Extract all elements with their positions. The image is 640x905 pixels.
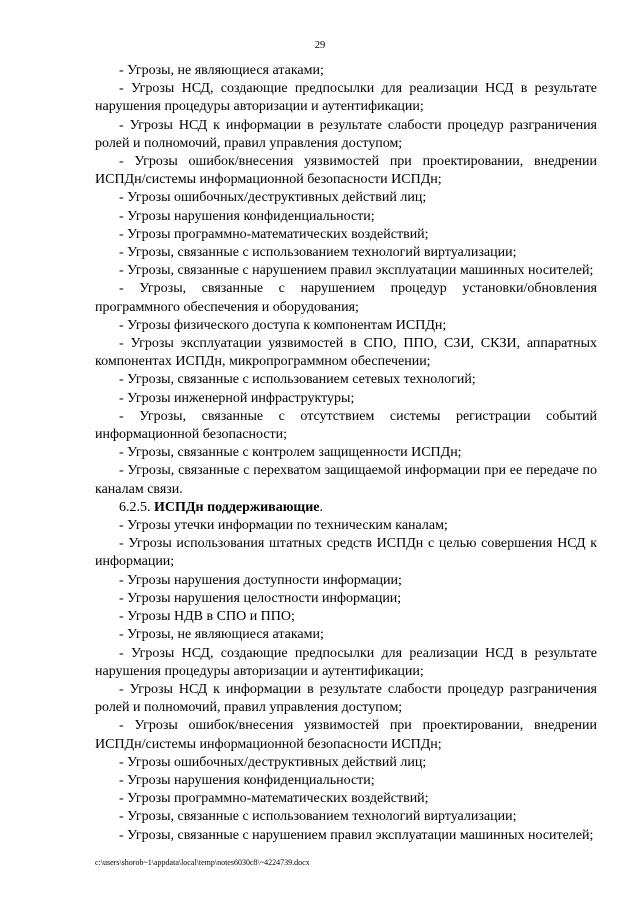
section-suffix: .: [319, 499, 323, 515]
list-item: - Угрозы нарушения целостности информации;: [119, 590, 402, 606]
list-item: - Угрозы использования штатных средств ИСПДн с целью совершения НСД к информации;: [95, 536, 597, 570]
list-item: - Угрозы, связанные с использованием технологий виртуализации;: [119, 809, 517, 825]
list-item: - Угрозы эксплуатации уязвимостей в СПО, ППО, СЗИ, СКЗИ, аппаратных компонентах ИСПДн, микропрограммном обеспечении;: [95, 336, 597, 370]
list-item: - Угрозы нарушения конфиденциальности;: [119, 772, 375, 788]
list-item: - Угрозы программно-математических воздействий;: [119, 791, 429, 807]
section-heading: [95, 499, 597, 517]
list-item: - Угрозы, связанные с нарушением правил эксплуатации машинных носителей;: [119, 827, 594, 843]
list-item: - Угрозы НСД к информации в результате слабости процедур разграничения ролей и полномочий, правил управления доступом;: [95, 681, 597, 716]
list-item: - Угрозы, связанные с нарушением правил эксплуатации машинных носителей;: [119, 263, 594, 279]
list-item: - Угрозы нарушения конфиденциальности;: [119, 208, 375, 224]
list-item: - Угрозы, связанные с нарушением процедур установки/обновления программного обеспечения и оборудования;: [95, 281, 597, 315]
file-path-footer: c:\users\shorob~1\appdata\local\temp\notes6030c8\~4224739.docx: [95, 858, 310, 867]
list-item: - Угрозы ошибок/внесения уязвимостей при проектировании, внедрении ИСПДн/системы информационной безопасности ИСПДн;: [95, 718, 597, 752]
list-item: - Угрозы ошибочных/деструктивных действий лиц;: [119, 754, 427, 770]
section-title: ИСПДн поддерживающие: [154, 499, 320, 515]
list-item: - Угрозы НСД к информации в результате слабости процедур разграничения ролей и полномочий, правил управления доступом;: [95, 117, 597, 151]
list-item: - Угрозы инженерной инфраструктуры;: [119, 390, 355, 406]
threat-list-bottom: [95, 517, 597, 845]
list-item: - Угрозы утечки информации по техническим каналам;: [119, 518, 448, 534]
list-item: - Угрозы программно-математических воздействий;: [119, 226, 429, 242]
list-item: - Угрозы НСД, создающие предпосылки для реализации НСД в результате нарушения процедуры авторизации и аутентификации;: [95, 81, 597, 115]
list-item: - Угрозы НСД, создающие предпосылки для реализации НСД в результате нарушения процедуры авторизации и аутентификации;: [95, 645, 597, 679]
list-item: - Угрозы НДВ в СПО и ППО;: [119, 609, 295, 625]
list-item: - Угрозы, не являющиеся атаками;: [119, 627, 324, 643]
page-number: 29: [314, 40, 326, 51]
list-item: - Угрозы ошибочных/деструктивных действий лиц;: [119, 190, 427, 206]
document-body: [95, 62, 597, 845]
threat-list-top: [95, 62, 597, 499]
list-item: - Угрозы, связанные с использованием технологий виртуализации;: [119, 245, 517, 261]
list-item: - Угрозы ошибок/внесения уязвимостей при проектировании, внедрении ИСПДн/системы информационной безопасности ИСПДн;: [95, 154, 597, 188]
section-number: 6.2.5.: [119, 499, 154, 515]
list-item: - Угрозы, связанные с использованием сетевых технологий;: [119, 372, 476, 388]
list-item: - Угрозы, не являющиеся атаками;: [119, 63, 324, 78]
list-item: - Угрозы нарушения доступности информации;: [119, 572, 402, 588]
list-item: - Угрозы, связанные с контролем защищенности ИСПДн;: [119, 445, 462, 461]
list-item: - Угрозы, связанные с отсутствием системы регистрации событий информационной безопасности;: [95, 408, 597, 443]
list-item: - Угрозы, связанные с перехватом защищаемой информации при ее передаче по каналам связи.: [95, 463, 597, 497]
list-item: - Угрозы физического доступа к компонентам ИСПДн;: [119, 317, 447, 333]
